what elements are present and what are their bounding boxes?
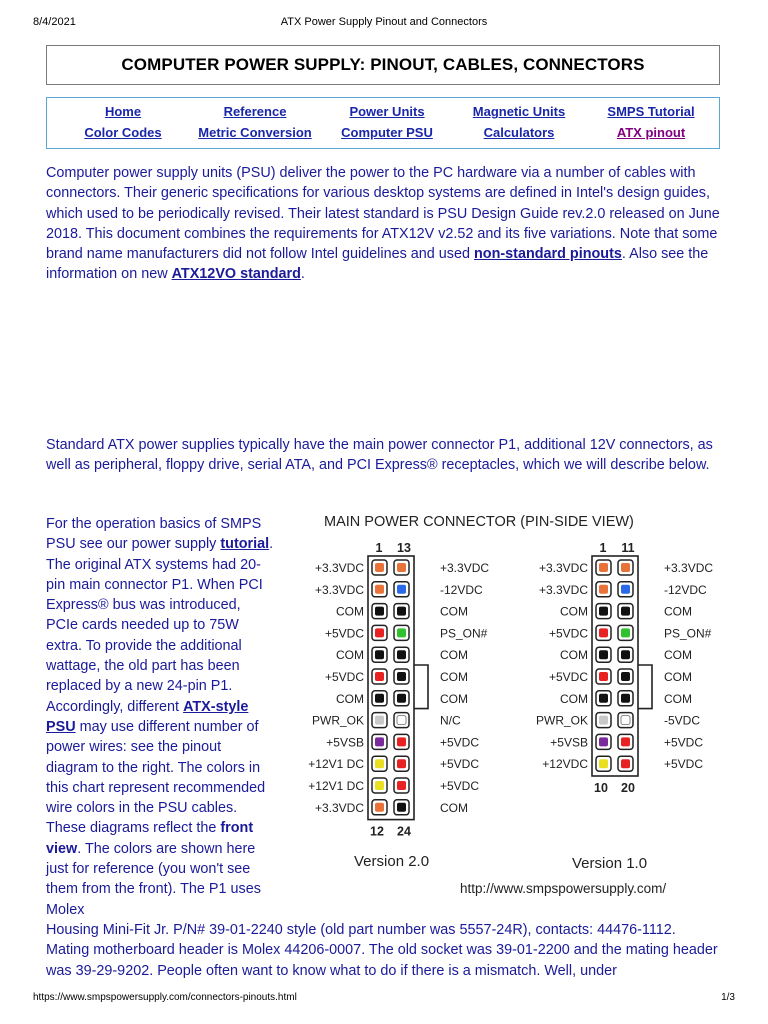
wire-color-swatch [599, 607, 608, 616]
wire-color-swatch [397, 672, 406, 681]
pin-number-label: 24 [397, 824, 411, 839]
pin-right-label: COM [664, 648, 692, 663]
molex-paragraph: Housing Mini-Fit Jr. P/N# 39-01-2240 style (old part number was 5557-24R), contacts: 44476-1112. Mating motherboard header is Molex 44206-0007. The old socket was 39-01-2200 and the mating header was 39-29-9202. People often want to know what to do if there is a mismatch. Well, under [46, 922, 718, 979]
pin-left-label: PWR_OK [535, 713, 588, 728]
print-url: https://www.smpspowersupply.com/connectors-pinouts.html [33, 992, 297, 1003]
pin-right-label: +5VDC [440, 757, 480, 772]
wire-color-swatch [621, 650, 630, 659]
pin-left-label: +12V1 DC [308, 757, 364, 772]
pin-left-label: +3.3VDC [314, 582, 364, 597]
pin-left-label: +5VDC [548, 670, 588, 684]
pin-number-label: 13 [397, 541, 411, 555]
nav-link-magnetic-units[interactable]: Magnetic Units [472, 104, 566, 119]
pin-right-label: COM [440, 800, 468, 815]
intro-text: Computer power supply units (PSU) deliver the power to the PC hardware via a number of cables with connectors. Their generic specifications for various desktop systems are defined in Intel's design guides, which used to be periodically revised. Their latest standard is PSU Design Guide rev.2.0 released on June 2018. This document combines the requirements for ATX12V v2.52 and its five variations. Note that some brand name manufacturers did not follow Intel guidelines and used [46, 165, 720, 263]
nav-link-power-units[interactable]: Power Units [349, 104, 425, 119]
wire-color-swatch [397, 781, 406, 790]
pin-left-label: +5VDC [324, 626, 364, 641]
connector-latch [638, 665, 652, 709]
pin-left-label: +3.3VDC [314, 800, 364, 815]
pin-right-label: +3.3VDC [440, 561, 490, 575]
pin-right-label: PS_ON# [664, 626, 712, 641]
page-number: 1/3 [721, 992, 735, 1003]
pin-number-label: 1 [375, 541, 383, 555]
wire-color-swatch [599, 585, 608, 594]
paragraph-text: . The original ATX systems had 20-pin main connector P1. When PCI Express® bus was introduced, PCIe cards needed up to 75W extra. To provide the additional wattage, the old part has been replaced by a new 24-pin P1. Accordingly, different [46, 536, 274, 715]
print-page-title: ATX Power Supply Pinout and Connectors [280, 16, 488, 28]
pin-left-label: COM [336, 604, 364, 619]
nav-link-reference[interactable]: Reference [223, 104, 287, 119]
pin-right-label: COM [664, 670, 692, 684]
pin-number-label: 10 [594, 781, 608, 795]
standard-atx-paragraph: Standard ATX power supplies typically have the main power connector P1, additional 12V connectors, as well as peripheral, floppy drive, serial ATA, and PCI Express® receptacles, which we will describe below. [46, 437, 713, 474]
wire-color-swatch [621, 585, 630, 594]
nav-link-smps-tutorial[interactable]: SMPS Tutorial [607, 104, 695, 119]
pin-right-label: COM [664, 604, 692, 619]
pin-right-label: -12VDC [440, 582, 483, 597]
wire-color-swatch [375, 716, 384, 725]
wire-color-swatch [621, 563, 630, 572]
wire-color-swatch [397, 716, 406, 725]
wire-color-swatch [599, 563, 608, 572]
wire-color-swatch [375, 694, 384, 703]
wire-color-swatch [375, 781, 384, 790]
pin-right-label: +5VDC [664, 735, 704, 750]
wire-color-swatch [397, 694, 406, 703]
nav-link-home[interactable]: Home [104, 104, 142, 119]
pin-left-label: +5VDC [548, 626, 588, 641]
pin-right-label: COM [664, 691, 692, 706]
wire-color-swatch [397, 650, 406, 659]
wire-color-swatch [599, 650, 608, 659]
operation-paragraph [46, 514, 276, 920]
connector-v2 [308, 541, 489, 839]
pin-right-label: COM [440, 648, 468, 663]
pin-left-label: +12VDC [542, 757, 588, 772]
wire-color-swatch [375, 650, 384, 659]
pin-right-label: PS_ON# [440, 626, 488, 641]
wire-color-swatch [375, 607, 384, 616]
wire-color-swatch [397, 585, 406, 594]
pin-left-label: +5VDC [324, 670, 364, 684]
pin-left-label: COM [336, 648, 364, 663]
atx-style-psu-link[interactable]: ATX-style PSU [46, 698, 249, 735]
pin-left-label: COM [560, 648, 588, 663]
front-view-emphasis: front view [46, 820, 254, 857]
site-nav [46, 97, 720, 149]
connector-latch [414, 665, 428, 709]
wire-color-swatch [375, 759, 384, 768]
wire-color-swatch [375, 672, 384, 681]
wire-color-swatch [397, 563, 406, 572]
pin-left-label: +3.3VDC [314, 561, 364, 575]
pin-left-label: +5VSB [550, 735, 588, 750]
version-1-caption: Version 1.0 [572, 855, 648, 872]
wire-color-swatch [397, 803, 406, 812]
wire-color-swatch [599, 628, 608, 637]
pin-right-label: COM [440, 670, 468, 684]
pin-left-label: +12V1 DC [308, 779, 364, 793]
pinout-diagram [290, 508, 730, 904]
pin-right-label: +5VDC [664, 757, 704, 772]
pin-left-label: COM [560, 691, 588, 706]
wire-color-swatch [375, 803, 384, 812]
wire-color-swatch [599, 716, 608, 725]
version-2-caption: Version 2.0 [354, 853, 430, 870]
non-standard-pinouts-link[interactable]: non-standard pinouts [474, 246, 622, 263]
diagram-heading: MAIN POWER CONNECTOR (PIN-SIDE VIEW) [324, 514, 634, 530]
wire-color-swatch [621, 759, 630, 768]
intro-paragraph [46, 163, 722, 285]
diagram-source-url: http://www.smpspowersupply.com/ [460, 881, 667, 896]
page-title: COMPUTER POWER SUPPLY: PINOUT, CABLES, CONNECTORS [46, 45, 720, 85]
wire-color-swatch [621, 607, 630, 616]
pin-number-label: 1 [599, 541, 607, 555]
wire-color-swatch [397, 737, 406, 746]
pin-right-label: -12VDC [664, 582, 707, 597]
pin-right-label: COM [440, 691, 468, 706]
wire-color-swatch [397, 607, 406, 616]
pin-right-label: +3.3VDC [664, 561, 714, 575]
nav-link-metric-conversion[interactable]: Metric Conversion [198, 125, 312, 140]
print-date: 8/4/2021 [33, 16, 76, 28]
atx12vo-link[interactable]: ATX12VO standard [171, 266, 301, 283]
nav-link-computer-psu[interactable]: Computer PSU [341, 125, 433, 140]
wire-color-swatch [621, 672, 630, 681]
pin-right-label: N/C [440, 713, 461, 728]
pin-left-label: +3.3VDC [538, 561, 588, 575]
intro-text: . [300, 266, 305, 283]
print-header [33, 16, 735, 30]
print-footer [33, 992, 735, 1006]
wire-color-swatch [621, 628, 630, 637]
pin-number-label: 20 [621, 781, 635, 795]
nav-link-atx-pinout[interactable]: ATX pinout [616, 125, 686, 140]
nav-links [47, 104, 719, 141]
paragraph-text: For the operation basics of SMPS PSU see our power supply [46, 516, 262, 553]
nav-link-color-codes[interactable]: Color Codes [84, 125, 162, 140]
pin-left-label: +3.3VDC [538, 582, 588, 597]
pin-number-label: 11 [621, 541, 635, 555]
pin-left-label: PWR_OK [311, 713, 364, 728]
paragraph-text: may use different number of power wires: see the pinout diagram to the right. The colors in this chart represent recommended wire colors in the PSU cables. These diagrams reflect the [46, 718, 266, 837]
nav-link-calculators[interactable]: Calculators [483, 125, 555, 140]
wire-color-swatch [621, 737, 630, 746]
pin-right-label: COM [440, 604, 468, 619]
tutorial-link[interactable]: tutorial [220, 536, 270, 553]
pin-number-label: 12 [370, 824, 384, 839]
intro-text: . Also see the information on new [46, 246, 709, 283]
wire-color-swatch [621, 694, 630, 703]
pin-right-label: +5VDC [440, 735, 480, 750]
pin-right-label: -5VDC [664, 713, 701, 728]
pin-left-label: COM [560, 604, 588, 619]
connector-v1 [536, 541, 713, 795]
wire-color-swatch [599, 759, 608, 768]
pin-left-label: COM [336, 691, 364, 706]
wire-color-swatch [375, 628, 384, 637]
wire-color-swatch [599, 672, 608, 681]
wire-color-swatch [599, 737, 608, 746]
wire-color-swatch [397, 628, 406, 637]
pin-left-label: +5VSB [326, 735, 364, 750]
wire-color-swatch [375, 737, 384, 746]
wire-color-swatch [375, 563, 384, 572]
pin-right-label: +5VDC [440, 779, 480, 793]
wire-color-swatch [375, 585, 384, 594]
pinout-diagram-svg [290, 508, 730, 904]
paragraph-text: . The colors are shown here just for reference (you won't see them from the front). The P1 uses Molex [46, 840, 261, 918]
wire-color-swatch [397, 759, 406, 768]
wire-color-swatch [621, 716, 630, 725]
wire-color-swatch [599, 694, 608, 703]
